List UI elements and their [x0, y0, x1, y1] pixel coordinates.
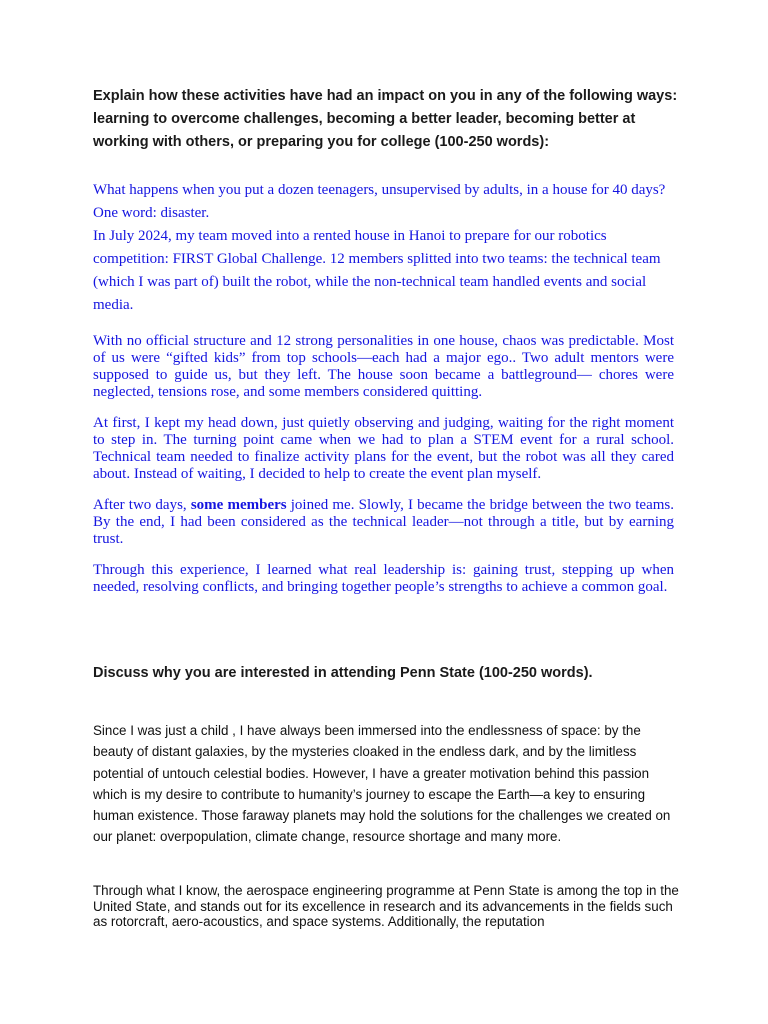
- essay-1-paragraph-5: [93, 497, 674, 548]
- essay-1-paragraph-2: In July 2024, my team moved into a rented house in Hanoi to prepare for our robotics competition: FIRST Global Challenge. 12 members splitted into two teams: the technical team (which I was part of) built the robot, while the non-technical team handled events and social media.: [93, 228, 661, 313]
- essay-1-paragraph-5-start: After two days,: [93, 497, 191, 513]
- essay-1-paragraph-5-bold: some members: [190, 497, 287, 513]
- essay-1-paragraph-1: What happens when you put a dozen teenagers, unsupervised by adults, in a house for 40 days? One word: disaster.: [93, 182, 666, 221]
- essay-1-paragraph-3: With no official structure and 12 strong personalities in one house, chaos was predictable. Most of us were “gifted kids” from top schools—each had a major ego.. Two adult mentors were supposed to guide us, but they left. The house soon became a battleground— chores were neglected, tensions rose, and some members considered quitting.: [93, 333, 674, 400]
- prompt-2-heading: Discuss why you are interested in attending Penn State (100-250 words).: [93, 665, 593, 681]
- essay-1-paragraph-4: At first, I kept my head down, just quietly observing and judging, waiting for the right moment to step in. The turning point came when we had to plan a STEM event for a rural school. Technical team needed to finalize activity plans for the event, but the robot was all they cared about. Instead of waiting, I decided to help to create the event plan myself.: [93, 415, 674, 482]
- prompt-1-heading: Explain how these activities have had an impact on you in any of the following ways: learning to overcome challenges, becoming a better leader, becoming better at working with others, or preparing you for college (100-250 words):: [93, 88, 678, 150]
- essay-1-paragraph-5-end: joined me. Slowly, I became the bridge between the two teams. By the end, I had been considered as the technical leader—not through a title, but by earning trust.: [93, 497, 674, 547]
- essay-2-paragraph-1: Since I was just a child , I have always been immersed into the endlessness of space: by the beauty of distant galaxies, by the mysteries cloaked in the endless dark, and by the limitless potential of untouch celestial bodies. However, I have a greater motivation behind this passion which is my desire to contribute to humanity’s journey to escape the Earth—a key to ensuring human existence. Those faraway planets may hold the solutions for the challenges we created on our planet: overpopulation, climate change, resource shortage and many more.: [93, 723, 671, 845]
- essay-2-paragraph-2: Through what I know, the aerospace engineering programme at Penn State is among the top in the United State, and stands out for its excellence in research and its advancements in the fields such as rotorcraft, aero-acoustics, and space systems. Additionally, the reputation: [93, 883, 679, 930]
- essay-1-paragraph-6: Through this experience, I learned what real leadership is: gaining trust, stepping up when needed, resolving conflicts, and bringing together people’s strengths to achieve a common goal.: [93, 562, 674, 595]
